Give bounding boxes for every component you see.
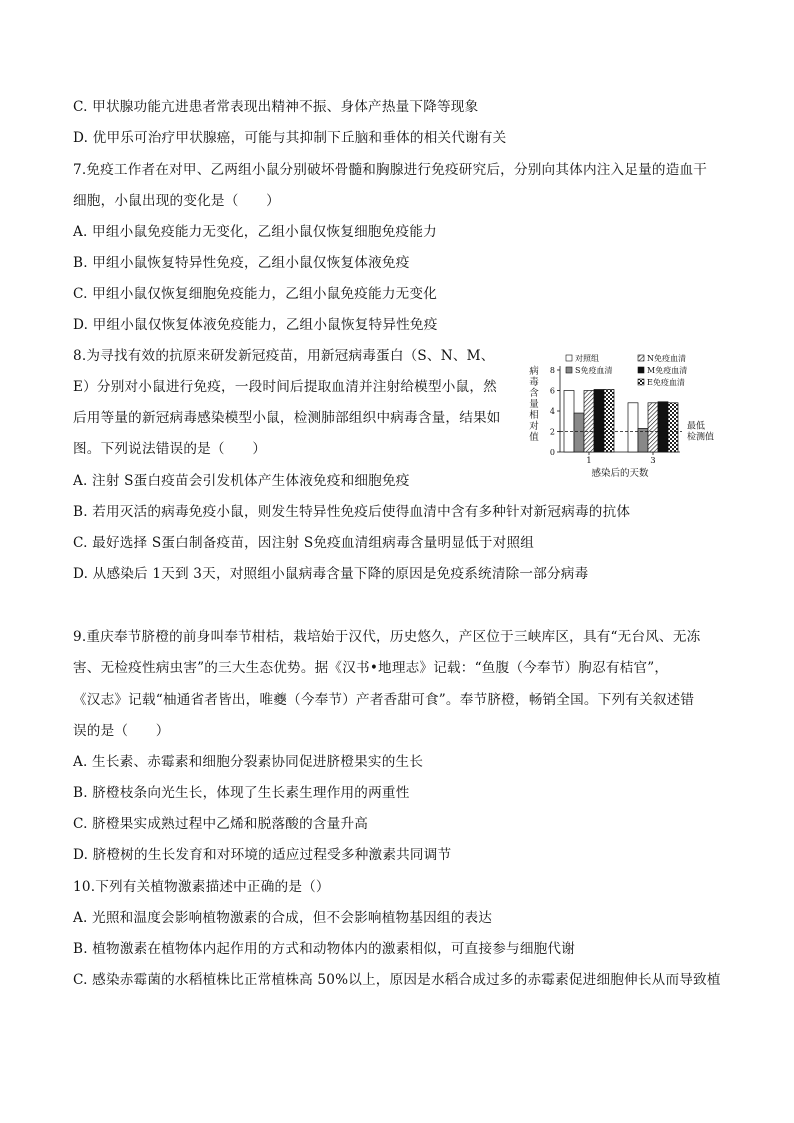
bar-gray-day3 — [638, 428, 648, 452]
y-tick-label: 6 — [549, 386, 555, 396]
threshold-label-line1: 最低 — [687, 421, 706, 432]
y-tick-label: 2 — [549, 427, 555, 437]
bar-gray-day1 — [574, 413, 584, 452]
legend-swatch-white — [566, 355, 572, 361]
text-line: C. 最好选择 S蛋白制备疫苗，因注射 S免疫血清组病毒含量明显低于对照组 — [73, 535, 535, 551]
text-line: C. 感染赤霉菌的水稻植株比正常植株高 50%以上，原因是水稻合成过多的赤霉素促进细胞伸长从而导致植 — [73, 972, 721, 988]
bar-hatch-day3 — [648, 403, 658, 452]
legend-swatch-hatch — [638, 355, 644, 361]
text-line: D. 甲组小鼠仅恢复体液免疫能力，乙组小鼠恢复特异性免疫 — [73, 317, 438, 333]
text-line: A. 生长素、赤霉素和细胞分裂素协同促进脐橙果实的生长 — [73, 754, 424, 770]
text-line: 《汉志》记载“柚通省者皆出，唯夔（今奉节）产者香甜可食”。奉节脐橙，畅销全国。下列有关叙述错 — [73, 692, 695, 708]
virus-content-bar-chart — [520, 352, 730, 482]
text-line: 图。下列说法错误的是（ ） — [73, 441, 267, 457]
text-line: D. 脐橙树的生长发育和对环境的适应过程受多种激素共同调节 — [73, 847, 452, 863]
y-tick-label: 0 — [549, 448, 555, 457]
text-line: B. 若用灭活的病毒免疫小鼠，则发生特异性免疫后使得血清中含有多种针对新冠病毒的抗体 — [73, 504, 631, 520]
bar-hatch-day1 — [584, 391, 594, 453]
text-line: 7.免疫工作者在对甲、乙两组小鼠分别破坏骨髓和胸腺进行免疫研究后，分别向其体内注入足量的造血干 — [73, 162, 708, 178]
x-tick-label: 1 — [586, 456, 592, 466]
text-line: B. 脐橙枝条向光生长，体现了生长素生理作用的两重性 — [73, 785, 410, 801]
y-axis-label: 病毒含量相对值 — [529, 366, 539, 443]
text-line: D. 优甲乐可治疗甲状腺癌，可能与其抑制下丘脑和垂体的相关代谢有关 — [73, 130, 507, 146]
text-line: C. 甲组小鼠仅恢复细胞免疫能力，乙组小鼠免疫能力无变化 — [73, 286, 438, 302]
bar-checker-day1 — [604, 389, 614, 452]
text-line: 9.重庆奉节脐橙的前身叫奉节柑桔，栽培始于汉代，历史悠久，产区位于三峡库区，具有“无台风、无冻 — [73, 629, 701, 645]
threshold-label-line2: 检测值 — [687, 432, 715, 443]
x-tick-label: 3 — [650, 456, 656, 466]
text-line: C. 甲状腺功能亢进患者常表现出精神不振、身体产热量下降等现象 — [73, 99, 479, 115]
legend-label: M免疫血清 — [647, 366, 688, 375]
y-tick-label: 8 — [549, 366, 555, 375]
bar-black-day1 — [594, 389, 604, 452]
text-line: 害、无检疫性病虫害”的三大生态优势。据《汉书•地理志》记载：“鱼腹（今奉节）朐忍有桔官”， — [73, 660, 669, 676]
legend-swatch-checker — [638, 379, 644, 385]
text-line: 8.为寻找有效的抗原来研发新冠疫苗，用新冠病毒蛋白（S、N、M、 — [73, 348, 495, 364]
text-line: E）分别对小鼠进行免疫，一段时间后提取血清并注射给模型小鼠，然 — [73, 379, 497, 395]
text-line: A. 注射 S蛋白疫苗会引发机体产生体液免疫和细胞免疫 — [73, 473, 410, 489]
text-line: C. 脐橙果实成熟过程中乙烯和脱落酸的含量升高 — [73, 816, 369, 832]
text-line: D. 从感染后 1天到 3天，对照组小鼠病毒含量下降的原因是免疫系统清除一部分病毒 — [73, 566, 589, 582]
bar-white-day1 — [564, 391, 574, 453]
y-tick-label: 4 — [549, 407, 555, 416]
legend-swatch-black — [638, 367, 644, 373]
x-axis-label: 感染后的天数 — [591, 468, 649, 479]
legend-label: N免疫血清 — [647, 354, 686, 363]
text-line: 后用等量的新冠病毒感染模型小鼠，检测肺部组织中病毒含量，结果如 — [73, 410, 501, 426]
text-line: B. 甲组小鼠恢复特异性免疫，乙组小鼠仅恢复体液免疫 — [73, 255, 410, 271]
text-line: A. 光照和温度会影响植物激素的合成，但不会影响植物基因组的表达 — [73, 910, 493, 926]
legend-swatch-gray — [566, 367, 572, 373]
legend-label: E免疫血清 — [647, 378, 685, 387]
legend-label: S免疫血清 — [575, 366, 613, 375]
text-line: A. 甲组小鼠免疫能力无变化，乙组小鼠仅恢复细胞免疫能力 — [73, 224, 437, 240]
bar-black-day3 — [658, 402, 668, 452]
text-line: B. 植物激素在植物体内起作用的方式和动物体内的激素相似，可直接参与细胞代谢 — [73, 941, 576, 957]
text-line: 10.下列有关植物激素描述中正确的是（） — [73, 879, 330, 895]
bar-white-day3 — [628, 403, 638, 452]
text-line: 误的是（ ） — [73, 723, 170, 739]
bar-checker-day3 — [668, 403, 678, 452]
text-line: 细胞，小鼠出现的变化是（ ） — [73, 193, 280, 209]
legend-label: 对照组 — [575, 354, 599, 363]
